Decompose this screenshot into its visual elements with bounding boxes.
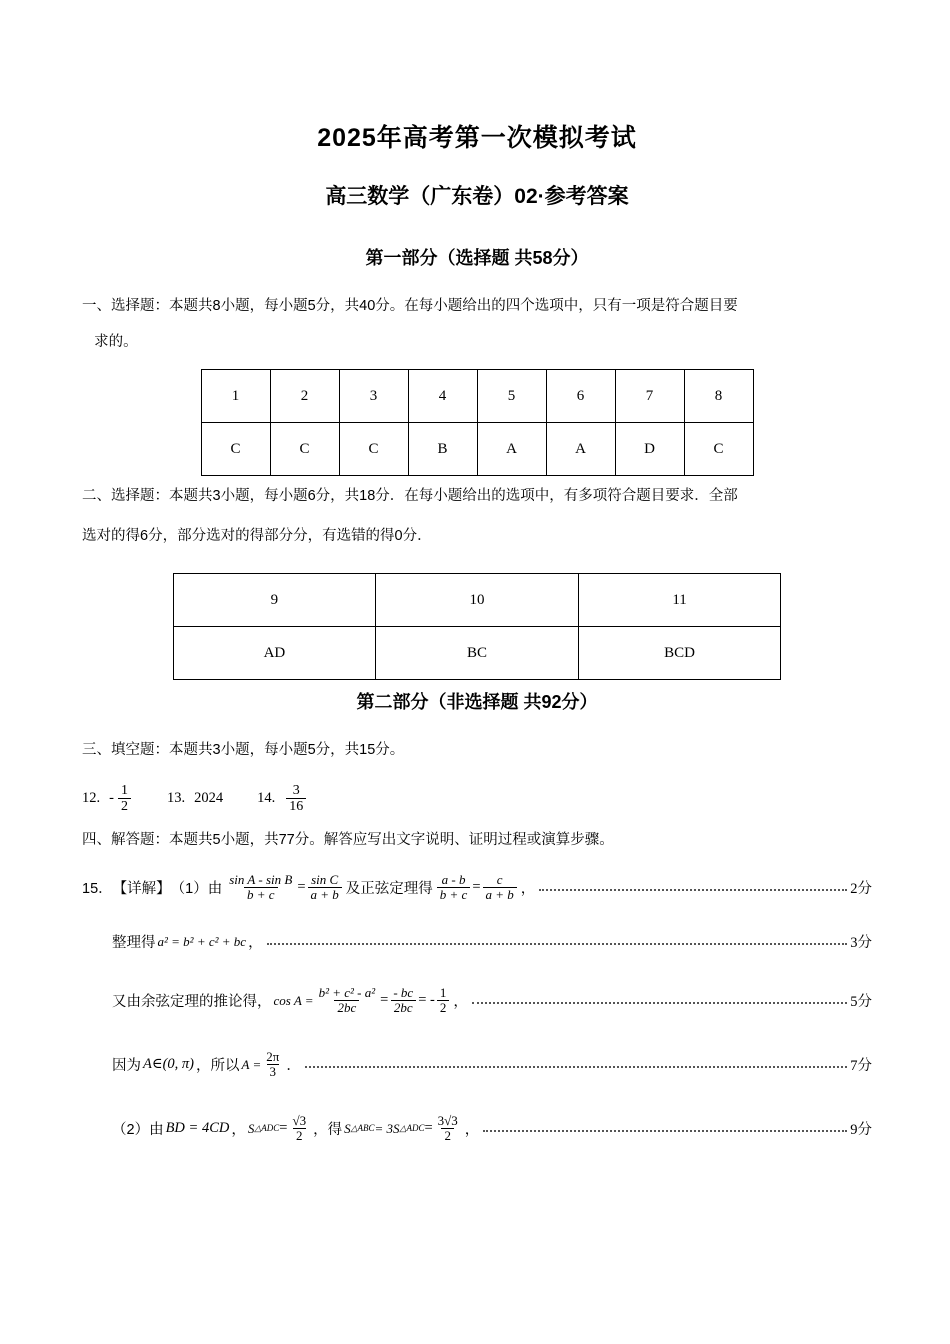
equals-1: = (380, 992, 389, 1009)
table-cell-q: 1 (201, 370, 270, 423)
fill-answer-13-number: 13. (166, 790, 186, 807)
section-one-text: 本题共8小题，每小题5分，共40分。在每小题给出的四个选项中，只有一项是符合题目要 (169, 298, 738, 314)
section-two-instruction (82, 480, 872, 513)
line-5-comma-2: ， (313, 1122, 328, 1139)
line-1-mid: 及正弦定理得 (345, 881, 433, 898)
table-cell-a: BCD (578, 627, 781, 680)
part-1-label: （1） (170, 881, 208, 898)
table-cell-q: 6 (546, 370, 615, 423)
line-3-points: 5分 (850, 994, 872, 1011)
table-row-headers (173, 574, 781, 627)
line-5-lead: 由 (149, 1122, 164, 1139)
cos-a-head: cos A = (273, 992, 314, 1008)
line-5-comma-3: ， (464, 1122, 480, 1139)
page-subtitle: 高三数学（广东卷）02·参考答案 (325, 185, 629, 208)
section-one-instruction (82, 292, 872, 322)
section-one-label: 一、选择题： (82, 298, 169, 314)
table-cell-a: B (408, 423, 477, 476)
line-5-mid: 得 (327, 1122, 343, 1139)
fraction-a-minus-b-over-b-plus-c: $\frac{a - b}{b + c}$ (437, 873, 471, 903)
table-cell-a: AD (173, 627, 376, 680)
table-cell-a: C (201, 423, 270, 476)
expression-cos-a (274, 986, 452, 1016)
table-cell-a: C (684, 423, 753, 476)
fill-answer-12-number: 12. (82, 790, 101, 807)
part-2-label: （2） (112, 1122, 150, 1139)
section-two-text: 本题共3小题，每小题6分，共18分．在每小题给出的选项中，有多项符合题目要求．全部 (169, 488, 738, 505)
solution-15-line-2 (82, 916, 872, 968)
answer-table-1-wrap (82, 363, 872, 480)
fraction-c-over-a-plus-b: $\frac{c}{a + b}$ (483, 873, 517, 903)
line-5-comma-1: ， (231, 1122, 246, 1139)
fraction-sin-c-over-a-plus-b: $\frac{\text{sin C}}{a + b}$ (308, 873, 342, 903)
condition-bd-equals-4cd: BD = 4CD (165, 1120, 230, 1137)
part-two-heading: 第二部分（非选择题 共92分） (356, 692, 598, 713)
table-cell-q: 3 (339, 370, 408, 423)
expression-area-adc: S △ADC = $\frac{√3}{2}$ (248, 1114, 311, 1144)
fill-answer-12 (82, 783, 133, 815)
line-4-period: ． (286, 1058, 301, 1075)
section-three-text: 本题共3小题，每小题5分，共15分。 (169, 742, 405, 759)
fraction-minus-bc-over-2bc: $\frac{- bc}{2bc}$ (390, 986, 416, 1016)
line-1-points: 2分 (850, 881, 872, 898)
table-row-headers (201, 370, 753, 423)
table-cell-q: 9 (173, 574, 376, 627)
answer-table-choice-single (201, 369, 754, 476)
solution-15-line-1 (82, 862, 872, 914)
fill-answer-13-value: 2024 (194, 790, 224, 807)
table-cell-a: A (477, 423, 546, 476)
section-two-instruction-line2: 选对的得6分，部分选对的得部分分，有选错的得0分． (82, 527, 432, 544)
table-cell-q: 10 (376, 574, 579, 627)
line-1-comma: ， (520, 881, 536, 898)
dot-leader (305, 1058, 847, 1068)
line-4-mid: ，所以 (196, 1058, 240, 1075)
solution-15-line-3 (82, 970, 872, 1032)
expression-area-abc: S △ABC = 3S △ADC = $\frac{3√3}{2}$ (344, 1114, 463, 1144)
fill-in-answers (82, 776, 872, 822)
equals-2: = (472, 879, 481, 896)
page-title: 2025年高考第一次模拟考试 (317, 124, 637, 152)
line-3-lead: 又由余弦定理的推论得， (112, 994, 272, 1011)
question-15-number: 15． (82, 881, 113, 898)
fraction-sqrt3-over-2: $\frac{√3}{2}$ (292, 1112, 307, 1144)
table-cell-q: 2 (270, 370, 339, 423)
domain-of-a: A∈(0, π) (143, 1056, 195, 1073)
equals-2: = - (418, 992, 435, 1009)
fraction-three-sqrt3-over-2: $\frac{3√3}{2}$ (437, 1112, 458, 1144)
expression-sin-ratio-1 (224, 873, 344, 903)
table-cell-a: C (270, 423, 339, 476)
detail-tag: 【详解】 (112, 881, 171, 898)
section-four-text: 本题共5小题，共77分。解答应写出文字说明、证明过程或演算步骤。 (169, 831, 614, 848)
line-1-lead: 由 (207, 881, 223, 898)
table-row-answers (201, 423, 753, 476)
answer-table-2-wrap (82, 559, 872, 688)
table-cell-q: 4 (408, 370, 477, 423)
line-3-comma: ， (453, 994, 468, 1011)
table-cell-a: A (546, 423, 615, 476)
dot-leader (539, 881, 847, 891)
fraction-b2-c2-minus-a2-over-2bc: $\frac{\text{b² + c² - a²}}{2bc}$ (318, 984, 376, 1016)
fill-answer-12-sign: - (109, 790, 114, 807)
table-cell-q: 8 (684, 370, 753, 423)
section-four-instruction (82, 826, 872, 856)
expression-a-squared-identity: a² = b² + c² + bc (157, 933, 247, 949)
line-4-points: 7分 (850, 1058, 872, 1075)
fraction-sin-a-minus-sin-b-over-b-plus-c: $\frac{\text{sin A - sin B}}{b + c}$ (229, 871, 293, 903)
dot-leader (472, 994, 847, 1004)
fill-answer-14 (257, 783, 308, 815)
table-cell-q: 11 (578, 574, 781, 627)
table-cell-q: 5 (477, 370, 546, 423)
table-cell-a: C (339, 423, 408, 476)
fill-answer-13 (167, 790, 223, 807)
expression-sides-ratio (435, 873, 519, 903)
equals-area-2: = (424, 1120, 433, 1137)
fraction-one-half: $\frac{1}{2}$ (118, 783, 131, 815)
solution-15-line-4 (82, 1034, 872, 1096)
table-cell-a: D (615, 423, 684, 476)
dot-leader (483, 1122, 847, 1132)
line-4-lead: 因为 (112, 1058, 141, 1075)
answer-table-choice-multi (173, 573, 782, 680)
section-three-instruction (82, 736, 872, 766)
expression-a-equals-two-pi-over-three: A = $\frac{2\pi}{3}$ (242, 1050, 285, 1080)
table-cell-q: 7 (615, 370, 684, 423)
line-2-lead: 整理得 (112, 935, 156, 952)
section-three-label: 三、填空题： (82, 742, 169, 759)
page-content (82, 118, 872, 1162)
dot-leader (267, 935, 848, 945)
fraction-three-sixteenths: $\frac{3}{16}$ (286, 783, 306, 815)
solution-15-line-5 (82, 1098, 872, 1160)
part-one-heading: 第一部分（选择题 共58分） (365, 248, 589, 268)
table-cell-a: BC (376, 627, 579, 680)
line-5-points: 9分 (850, 1122, 872, 1139)
table-row-answers (173, 627, 781, 680)
section-four-label: 四、解答题： (82, 831, 169, 848)
fraction-one-half-result: $\frac{1}{2}$ (437, 986, 450, 1016)
section-one-instruction-line2: 求的。 (94, 333, 138, 350)
fill-answer-14-number: 14. (257, 790, 276, 807)
line-2-comma: ， (248, 935, 263, 952)
fraction-two-pi-over-three: $\frac{2\pi}{3}$ (266, 1048, 280, 1080)
line-2-points: 3分 (850, 935, 872, 952)
equals-1: = (297, 879, 306, 896)
section-two-label: 二、选择题： (82, 488, 169, 505)
equals-area-1: = (279, 1120, 288, 1137)
